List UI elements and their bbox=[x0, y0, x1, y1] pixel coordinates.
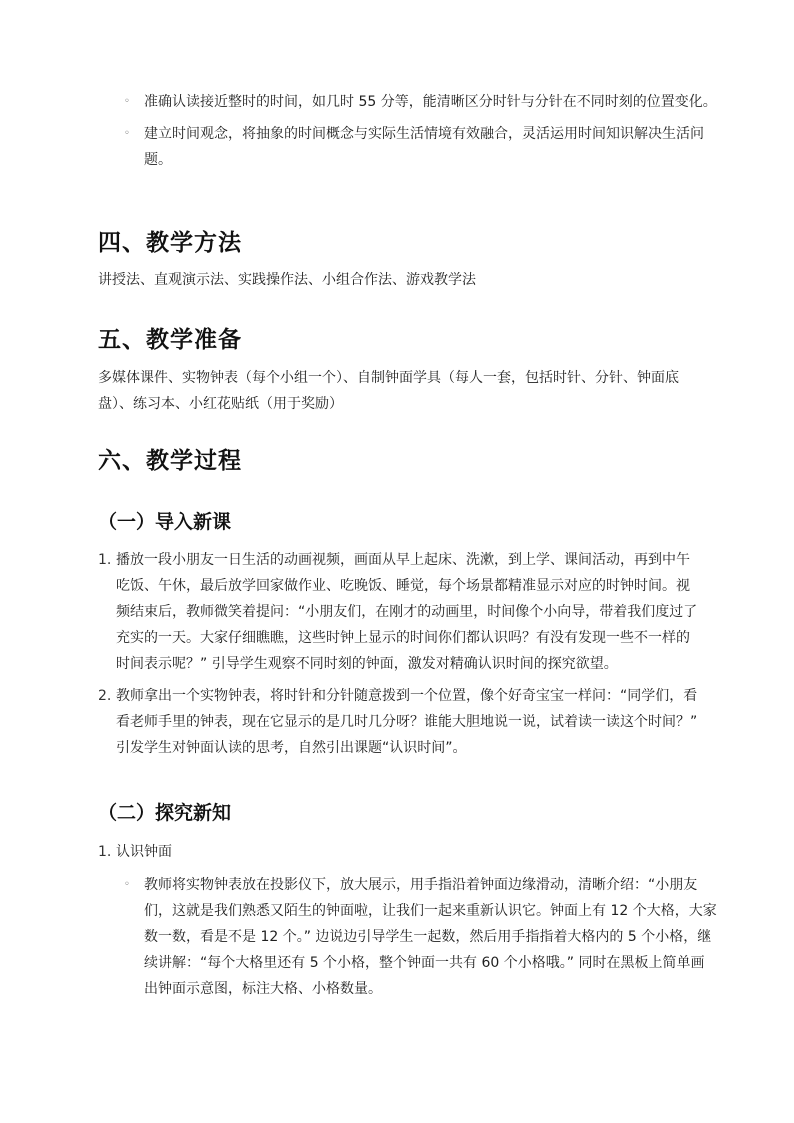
list-item bbox=[98, 547, 702, 677]
list-item bbox=[98, 839, 702, 865]
intro-numbered-list bbox=[98, 547, 702, 767]
section-heading-preparation: 五、教学准备 bbox=[98, 327, 242, 353]
bullet-circle-icon: ◦ bbox=[124, 128, 130, 139]
list-number: 1. bbox=[98, 844, 112, 860]
list-item bbox=[98, 683, 702, 761]
bullet-text: 准确认读接近整时的时间，如几时 55 分等，能清晰区分时针与分针在不同时刻的位置变化。 bbox=[144, 94, 717, 110]
list-number: 1. bbox=[98, 552, 112, 568]
subsection-heading-explore: （二）探究新知 bbox=[98, 802, 232, 824]
list-item-text: 播放一段小朋友一日生活的动画视频，画面从早上起床、洗漱，到上学、课间活动，再到中午吃饭、午休，最后放学回家做作业、吃晚饭、睡觉，每个场景都精准显示对应的时钟时间。视频结束后，教师微笑着提问：“小朋友们，在刚才的动画里，时间像个小向导，带着我们度过了充实的一天。大家仔细瞧瞧，这些时钟上显示的时间你们都认识吗？有没有发现一些不一样的时间表示呢？” 引导学生观察不同时刻的钟面，激发对精确认识时间的探究欲望。 bbox=[116, 552, 698, 672]
list-number: 2. bbox=[98, 688, 112, 704]
list-item bbox=[98, 89, 718, 115]
bullet-circle-icon: ◦ bbox=[124, 879, 130, 890]
explore-numbered-list bbox=[98, 839, 702, 871]
bullet-circle-icon: ◦ bbox=[124, 96, 130, 107]
subsection-heading-intro: （一）导入新课 bbox=[98, 511, 232, 533]
list-item bbox=[98, 121, 718, 173]
preparation-text: 多媒体课件、实物钟表（每个小组一个）、自制钟面学具（每人一套，包括时针、分针、钟面底盘）、练习本、小红花贴纸（用于奖励） bbox=[98, 370, 679, 412]
list-item-text: 认识钟面 bbox=[116, 844, 172, 860]
list-item bbox=[98, 872, 718, 1002]
list-item-text: 教师拿出一个实物钟表，将时针和分针随意拨到一个位置，像个好奇宝宝一样问：“同学们，看看老师手里的钟表，现在它显示的是几时几分呀？谁能大胆地说一说，试着读一读这个时间？” 引发学生对钟面认读的思考，自然引出课题“认识时间”。 bbox=[116, 688, 698, 756]
section-heading-process: 六、教学过程 bbox=[98, 448, 242, 474]
explore-bullet-list bbox=[98, 872, 718, 1008]
goal-bullet-list bbox=[98, 89, 718, 179]
bullet-text: 建立时间观念，将抽象的时间概念与实际生活情境有效融合，灵活运用时间知识解决生活问题。 bbox=[144, 126, 704, 168]
section-heading-methods: 四、教学方法 bbox=[98, 230, 242, 256]
bullet-text: 教师将实物钟表放在投影仪下，放大展示，用手指沿着钟面边缘滑动，清晰介绍：“小朋友们，这就是我们熟悉又陌生的钟面啦，让我们一起来重新认识它。钟面上有 12 个大格，大家数一数，看是不是 12 个。” 边说边引导学生一起数，然后用手指指着大格内的 5 个小格，继续讲解：“每个大格里还有 5 个小格，整个钟面一共有 60 个小格哦。” 同时在黑板上简单画出钟面示意图，标注大格、小格数量。 bbox=[144, 877, 717, 997]
methods-text: 讲授法、直观演示法、实践操作法、小组合作法、游戏教学法 bbox=[98, 272, 476, 288]
